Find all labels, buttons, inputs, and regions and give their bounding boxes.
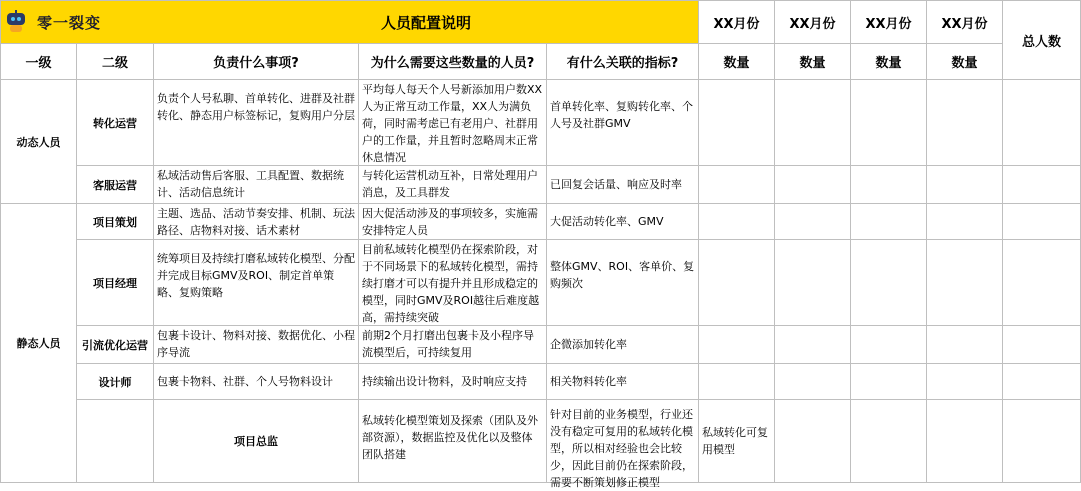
group-dynamic: 动态人员 bbox=[1, 80, 77, 204]
duties-cell: 主题、选品、活动节奏安排、机制、玩法路径、店物料对接、话术素材 bbox=[154, 204, 359, 240]
quantity-cell bbox=[851, 166, 927, 204]
quantity-cell bbox=[927, 400, 1003, 483]
header-quantity: 数量 bbox=[927, 44, 1003, 80]
brand-logo bbox=[1, 1, 154, 43]
role-name: 设计师 bbox=[77, 364, 154, 400]
metrics-cell: 相关物料转化率 bbox=[547, 364, 699, 400]
table-row bbox=[1, 364, 1081, 400]
group-static: 静态人员 bbox=[1, 204, 77, 483]
quantity-cell bbox=[851, 80, 927, 166]
brand-name: 零一裂变 bbox=[37, 13, 102, 32]
metrics-cell: 整体GMV、ROI、客单价、复购频次 bbox=[547, 240, 699, 326]
quantity-cell bbox=[699, 166, 775, 204]
table-row bbox=[1, 166, 1081, 204]
robot-mascot-icon bbox=[5, 10, 27, 34]
metrics-cell: 大促活动转化率、GMV bbox=[547, 204, 699, 240]
quantity-cell bbox=[775, 400, 851, 483]
quantity-cell bbox=[699, 326, 775, 364]
why-text: 针对目前的业务模型，行业还没有稳定可复用的私域转化模型，所以相对经验也会比较少，因此目前仍在探索阶段，需要不断策划修正模型 bbox=[550, 408, 693, 489]
header-quantity: 数量 bbox=[851, 44, 927, 80]
duties-cell: 私域活动售后客服、工具配置、数据统计、活动信息统计 bbox=[154, 166, 359, 204]
header-metrics: 有什么关联的指标? bbox=[547, 44, 699, 80]
role-name: 项目经理 bbox=[77, 240, 154, 326]
why-text: 目前私域转化模型仍在探索阶段，对于不同场景下的私域转化模型，需持续打磨才可以有提升并且形成稳定的模型，同时GMV及ROI越往后难度越高，需持续突破 bbox=[362, 243, 540, 324]
duties-cell: 私域转化模型策划及探索（团队及外部资源），数据监控及优化以及整体团队搭建 bbox=[359, 400, 547, 483]
why-cell: 与转化运营机动互补，日常处理用户消息，及工具群发 bbox=[359, 166, 547, 204]
header-quantity: 数量 bbox=[775, 44, 851, 80]
metrics-cell: 企微添加转化率 bbox=[547, 326, 699, 364]
table-row bbox=[1, 80, 1081, 166]
why-cell bbox=[359, 80, 547, 166]
quantity-cell bbox=[775, 80, 851, 166]
quantity-cell bbox=[927, 326, 1003, 364]
quantity-cell bbox=[927, 240, 1003, 326]
total-cell bbox=[1003, 166, 1081, 204]
why-cell bbox=[547, 400, 699, 489]
total-cell bbox=[1003, 326, 1081, 364]
metrics-cell: 已回复会话量、响应及时率 bbox=[547, 166, 699, 204]
quantity-cell bbox=[927, 364, 1003, 400]
page-title: 人员配置说明 bbox=[381, 13, 472, 32]
duties-cell: 统筹项目及持续打磨私域转化模型、分配并完成目标GMV及ROI、制定首单策略、复购策略 bbox=[154, 240, 359, 326]
why-cell: 前期2个月打磨出包裹卡及小程序导流模型后，可持续复用 bbox=[359, 326, 547, 364]
quantity-cell bbox=[775, 364, 851, 400]
why-cell bbox=[359, 240, 547, 326]
month-header: XX月份 bbox=[851, 1, 927, 44]
quantity-cell bbox=[927, 204, 1003, 240]
total-headcount-header: 总人数 bbox=[1003, 1, 1081, 80]
quantity-cell bbox=[775, 204, 851, 240]
metrics-cell: 私域转化可复用模型 bbox=[699, 400, 775, 483]
header-duties: 负责什么事项? bbox=[154, 44, 359, 80]
metrics-cell: 首单转化率、复购转化率、个人号及社群GMV bbox=[547, 80, 699, 166]
group-static-cont bbox=[77, 400, 154, 483]
quantity-cell bbox=[851, 364, 927, 400]
total-cell bbox=[1003, 80, 1081, 166]
quantity-cell bbox=[851, 400, 927, 483]
role-name: 客服运营 bbox=[77, 166, 154, 204]
quantity-cell bbox=[775, 240, 851, 326]
month-header: XX月份 bbox=[775, 1, 851, 44]
quantity-cell bbox=[699, 240, 775, 326]
quantity-cell bbox=[851, 240, 927, 326]
quantity-cell bbox=[927, 80, 1003, 166]
quantity-cell bbox=[699, 80, 775, 166]
role-name: 转化运营 bbox=[77, 80, 154, 166]
header-level2: 二级 bbox=[77, 44, 154, 80]
quantity-cell bbox=[851, 204, 927, 240]
why-cell: 持续输出设计物料，及时响应支持 bbox=[359, 364, 547, 400]
duties-cell: 包裹卡设计、物料对接、数据优化、小程序导流 bbox=[154, 326, 359, 364]
role-name: 项目总监 bbox=[154, 400, 359, 483]
header-level1: 一级 bbox=[1, 44, 77, 80]
title-bar bbox=[1, 1, 699, 44]
role-name: 引流优化运营 bbox=[77, 326, 154, 364]
duties-cell: 包裹卡物料、社群、个人号物料设计 bbox=[154, 364, 359, 400]
total-cell bbox=[1003, 364, 1081, 400]
quantity-cell bbox=[699, 364, 775, 400]
why-text: 平均每人每天个人号新添加用户数XX人为正常互动工作量，XX人为满负荷，同时需考虑已有老用户、社群用户的工作量，并且暂时忽略周末正常休息情况 bbox=[362, 83, 543, 164]
table-row bbox=[1, 326, 1081, 364]
role-name: 项目策划 bbox=[77, 204, 154, 240]
total-cell bbox=[1003, 204, 1081, 240]
table-row bbox=[1, 204, 1081, 240]
quantity-cell bbox=[775, 326, 851, 364]
quantity-cell bbox=[775, 166, 851, 204]
quantity-cell bbox=[1003, 400, 1081, 483]
total-cell bbox=[1003, 240, 1081, 326]
duties-cell: 负责个人号私聊、首单转化、进群及社群转化、静态用户标签标记，复购用户分层 bbox=[154, 80, 359, 166]
table-row bbox=[1, 240, 1081, 326]
header-quantity: 数量 bbox=[699, 44, 775, 80]
why-cell: 因大促活动涉及的事项较多，实施需安排特定人员 bbox=[359, 204, 547, 240]
quantity-cell bbox=[927, 166, 1003, 204]
header-why: 为什么需要这些数量的人员? bbox=[359, 44, 547, 80]
quantity-cell bbox=[851, 326, 927, 364]
quantity-cell bbox=[699, 204, 775, 240]
month-header: XX月份 bbox=[699, 1, 775, 44]
month-header: XX月份 bbox=[927, 1, 1003, 44]
table-row bbox=[1, 400, 1081, 483]
